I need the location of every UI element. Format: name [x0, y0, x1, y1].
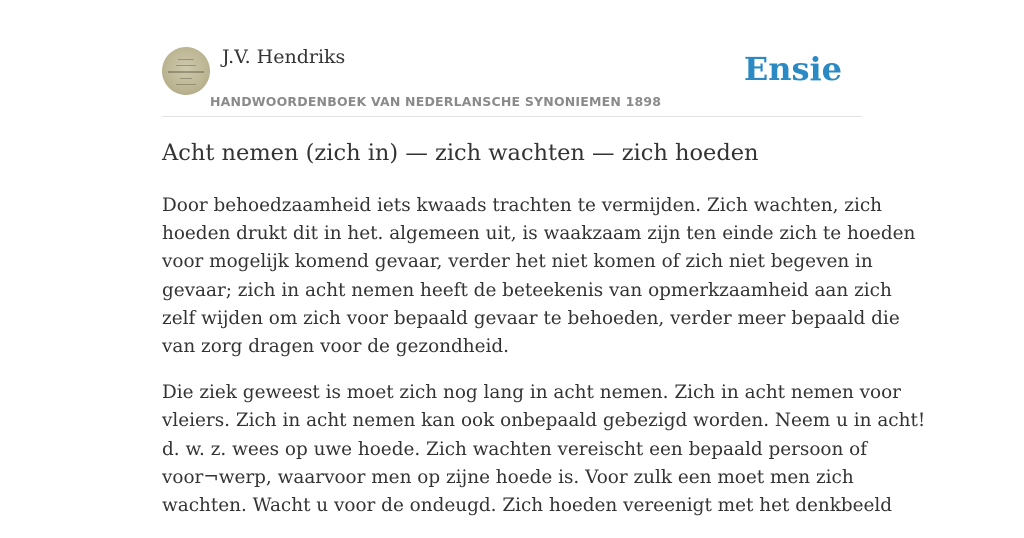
paragraph-2 [162, 379, 926, 520]
paragraph-line: zelf wijden om zich voor bepaald gevaar te behoeden, verder meer bepaald die [162, 307, 900, 329]
paragraph-line: hoeden drukt dit in het. algemeen uit, is waakzaam zijn ten einde zich te hoeden [162, 223, 916, 245]
ensie-logo[interactable]: Ensie [743, 50, 842, 88]
paragraph-line: Die ziek geweest is moet zich nog lang in acht nemen. Zich in acht nemen voor [162, 382, 901, 404]
paragraph-line: Door behoedzaamheid iets kwaads trachten te vermijden. Zich wachten, zich [162, 195, 883, 216]
article-title: Acht nemen (zich in) — zich wachten — zich hoeden [162, 140, 759, 166]
paragraph-line: voor¬werp, waarvoor men op zijne hoede is. Voor zulk een moet men zich [162, 466, 854, 488]
paragraph-line: wachten. Wacht u voor de ondeugd. Zich hoeden vereenigt met het denkbeeld [162, 495, 893, 517]
paragraph-line: van zorg dragen voor de gezondheid. [162, 336, 510, 358]
author-name[interactable]: J.V. Hendriks [222, 46, 346, 68]
paragraph-1 [162, 192, 916, 361]
paragraph-line: vleiers. Zich in acht nemen kan ook onbepaald gebezigd worden. Neem u in acht! [162, 410, 926, 432]
paragraph-line: d. w. z. wees op uwe hoede. Zich wachten vereischt een bepaald persoon of [162, 438, 868, 460]
article-page [162, 0, 926, 517]
paragraph-line: voor mogelijk komend gevaar, verder het niet komen of zich niet begeven in [162, 251, 873, 273]
source-title[interactable]: HANDWOORDENBOEK VAN NEDERLANSCHE SYNONIEMEN 1898 [210, 94, 662, 109]
paragraph-line: gevaar; zich in acht nemen heeft de beteekenis van opmerkzaamheid aan zich [162, 279, 892, 301]
article-body [162, 192, 926, 538]
author-avatar[interactable] [162, 47, 210, 95]
article-header [162, 0, 862, 117]
